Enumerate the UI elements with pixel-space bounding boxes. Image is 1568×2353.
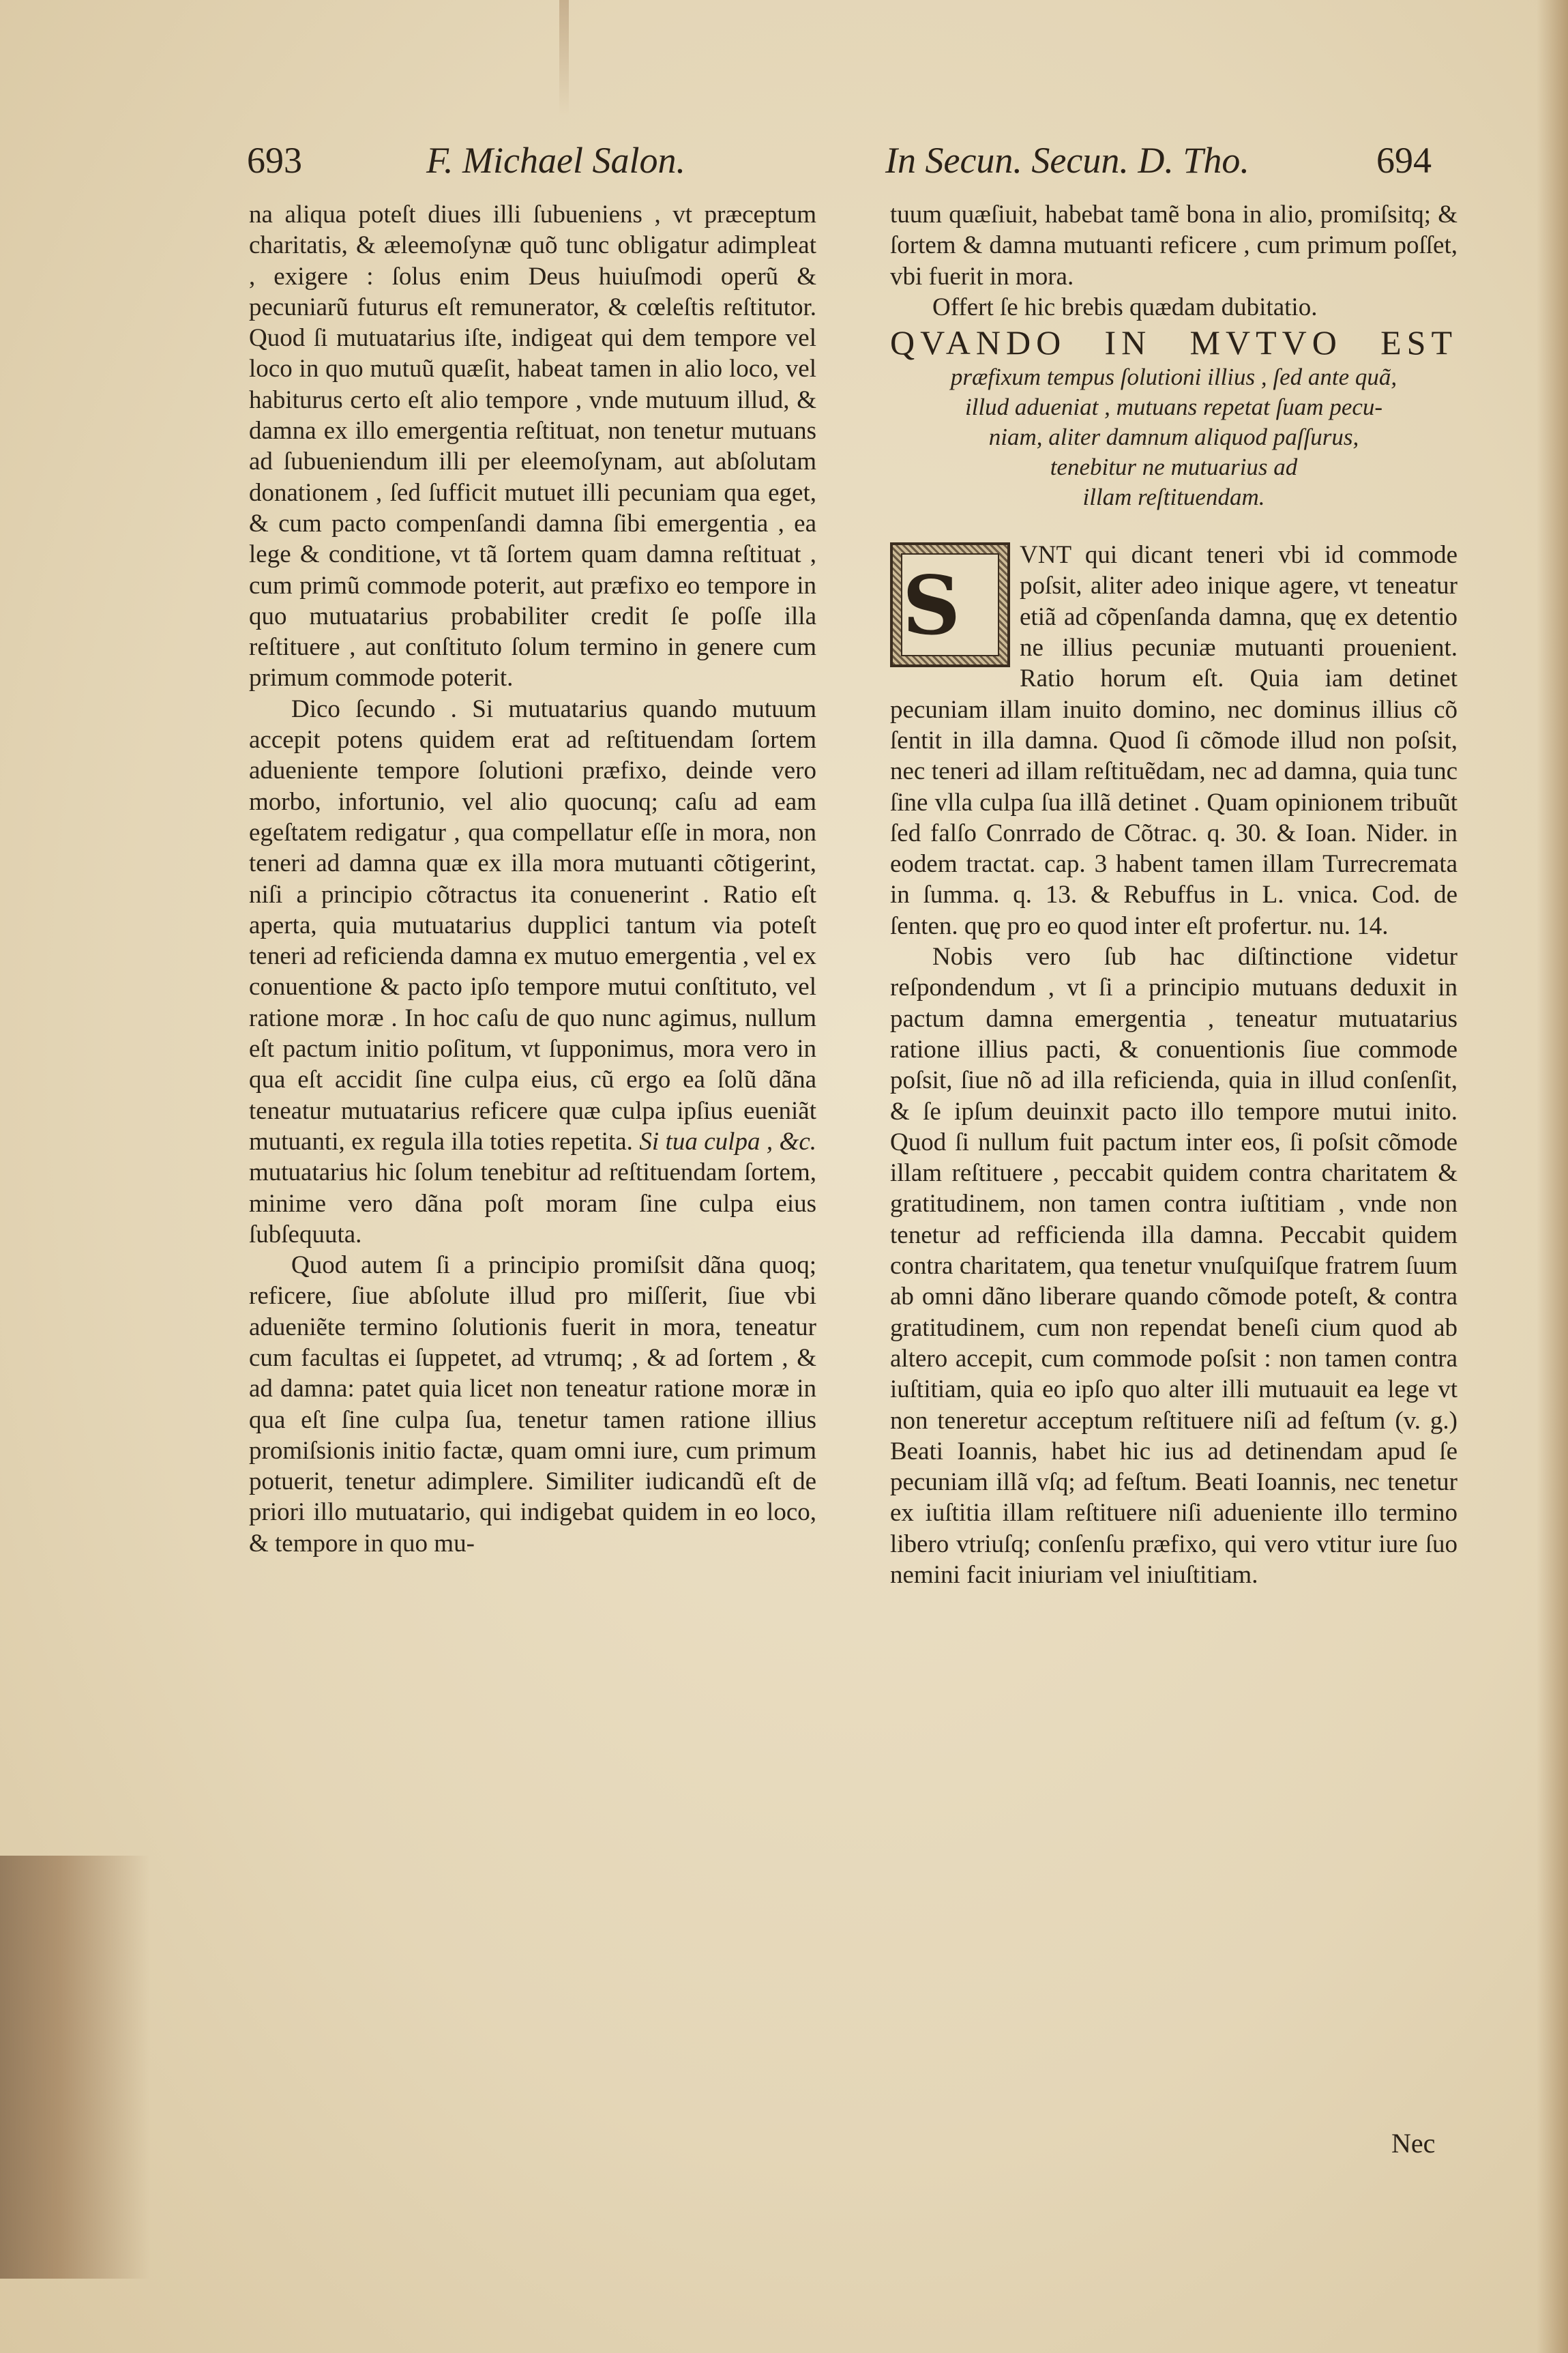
right-column [890,199,1458,1590]
question-line: niam, aliter damnum aliquod paſſurus, [988,424,1359,451]
decorated-initial [890,542,1010,667]
question-heading: QVANDO IN MVTVO EST [890,323,1458,362]
paper-stain [559,0,569,116]
page-number-left: 693 [247,140,302,181]
paragraph-text: Dico ſecundo . Si mutuatarius quando mutuum accepit potens quidem erat ad reſtituendam ſortem adueniente tempore ſolutioni præfixo, deinde vero morbo, infortunio, vel alio quocunq; caſu ad eam egeſtatem redigatur , qua compellatur eſſe in mora, non teneri ad damna quæ ex illa mora mutuanti cõtigerint, niſi a principio cõtractus ita conuenerint . Ratio eſt aperta, quia mutuatarius dupplici tantum via poteſt teneri ad reficienda damna ex mutuo emergentia , vel ex conuentione & pacto ipſo tempore mutui conſtituto, vel ratione moræ . In hoc caſu de quo nunc agimus, nullum eſt pactum initio poſitum, vt ſupponimus, mora vero in qua eſt accidit ſine culpa eius, cũ ergo ea ſolũ dãna teneatur mutuatarius reficere quæ culpa ipſius eueniãt mutuanti, ex regula illa toties repetita. [249,695,816,1156]
opening-paragraph-block [890,540,1458,941]
paragraph: VNT qui dicant teneri vbi id commode poſsit, aliter adeo inique agere, vt teneatur etiã ad cõpenſanda damna, quę ex detentio ne illius pecuniæ mutuanti prouenient. Ratio horum eſt. Quia iam detinet pecuniam illam inuito domino, nec dominus illius cõ ſentit in illa damna. Quod ſi cõmode illud non poſsit, nec teneri ad illam reſtituẽdam, nec ad damna, quia tunc ſine vlla culpa ſua illã detinet . Quam opinionem tribuũt ſed falſo Conrrado de Cõtrac. q. 30. & Ioan. Nider. in eodem tractat. cap. 3 habent tamen illam Turrecremata in ſumma. q. 13. & Rebuffus in L. vnica. Cod. de ſenten. quę pro eo quod inter eſt profertur. nu. 14. [890,541,1458,940]
catchword: Nec [1391,2128,1436,2159]
running-title: In Secun. Secun. D. Tho. [885,140,1249,181]
page-number-right: 694 [1376,140,1432,181]
page-damage [0,1856,150,2279]
question-subheading [890,362,1458,512]
paragraph: tuum quæſiuit, habebat tamẽ bona in alio, promiſsitq; & ſortem & damna mutuanti reficere , cum primum poſſet, vbi fuerit in mora. [890,201,1458,291]
paragraph-text: mutuatarius hic ſolum tenebitur ad reſtituendam ſortem, minime vero dãna poſt moram ſine culpa eius ſubſequuta. [249,1158,816,1248]
paragraph: Nobis vero ſub hac diſtinctione videtur reſpondendum , vt ſi a principio mutuans deduxit in pactum damna emergentia , teneatur mutuatarius ratione illius pacti, & conuentionis ſiue commode poſsit, ſiue nõ ad illa reficienda, quia in illud conſenſit, & ſe ipſum deuinxit pacto illo tempore mutui inito. Quod ſi nullum fuit pactum inter eos, ſi poſsit cõmode illam reſtituere , peccabit quidem contra charitatem & gratitudinem, non tamen contra iuſtitiam , vnde non tenetur ad refficienda illa damna. Peccabit quidem contra charitatem, qua tenetur vnuſquiſque fratrem ſuum ab omni dãno liberare quando cõmode poteſt, & contra gratitudinem, cum non rependat beneſi cium quod ab altero accepit, cum commode poſsit : non tamen contra iuſtitiam, quia eo ipſo quo alter illi mutuauit ea lege vt non teneretur acceptum reſtituere niſi ad feſtum (v. g.) Beati Ioannis, habet hic ius ad detinendam apud ſe pecuniam illã vſq; ad feſtum. Beati Ioannis, nec tenetur ex iuſtitia illam reſtituere niſi adueniente illo termino libero vtriuſq; conſenſu præfixo, qui vero vtitur iure ſuo nemini facit iniuriam vel iniuſtitiam. [890,943,1458,1589]
italic-quote: Si tua culpa , &c. [639,1127,817,1156]
question-line: tenebitur ne mutuarius ad [1050,454,1298,481]
author-header: F. Michael Salon. [426,140,685,181]
initial-letter: S [901,553,999,656]
page-edge-shadow [1537,0,1568,2353]
question-line: præfixum tempus ſolutioni illius , ſed ante quã, [950,364,1397,391]
running-header [0,133,1568,188]
paragraph [249,694,816,1250]
question-line: illam reſtituendam. [1082,484,1265,511]
left-column [249,199,816,1559]
paragraph: Offert ſe hic brebis quædam dubitatio. [932,293,1318,321]
question-line: illud adueniat , mutuans repetat ſuam pecu- [964,394,1383,421]
paragraph: Quod autem ſi a principio promiſsit dãna quoq; reficere, ſiue abſolute illud pro miſſerit, ſiue vbi adueniẽte termino ſolutionis fuerit in mora, teneatur cum facultas ei ſuppetet, ad vtrumq; , & ad ſortem , & ad damna: patet quia licet non teneatur ratione moræ in qua eſt ſine culpa ſua, tenetur tamen ratione illius promiſsionis initio factæ, quam omni iure, cum primum potuerit, tenetur adimplere. Similiter iudicandũ eſt de priori illo mutuatario, qui indigebat quidem in eo loco, & tempore in quo mu- [249,1251,816,1558]
paragraph: na aliqua poteſt diues illi ſubueniens , vt præceptum charitatis, & æleemoſynæ quõ tunc obligatur adimpleat , exigere : ſolus enim Deus huiuſmodi operũ & pecuniarũ futurus eſt remunerator, & cœleſtis reſtitutor. Quod ſi mutuatarius iſte, indigeat qui dem tempore vel loco in quo mutuũ quæſit, habeat tamen in alio loco, vel habiturus certo eſt alio tempore , vnde mutuum illud, & damna ex illo emergentia reſtituat, non tenetur mutuans ad ſubueniendum illi per eleemoſynam, aut abſolutam donationem , ſed ſufficit mutuet illi pecuniam qua eget, & cum pacto compenſandi damna ſibi emergentia , ea lege & conditione, vt tã ſortem quam damna reſtituat , cum primũ commode poterit, aut præfixo eo tempore in quo mutuatarius probabiliter credit ſe poſſe illa reſtituere , aut conſtituto ſolum termino in genere cum primum commode poterit. [249,201,816,692]
